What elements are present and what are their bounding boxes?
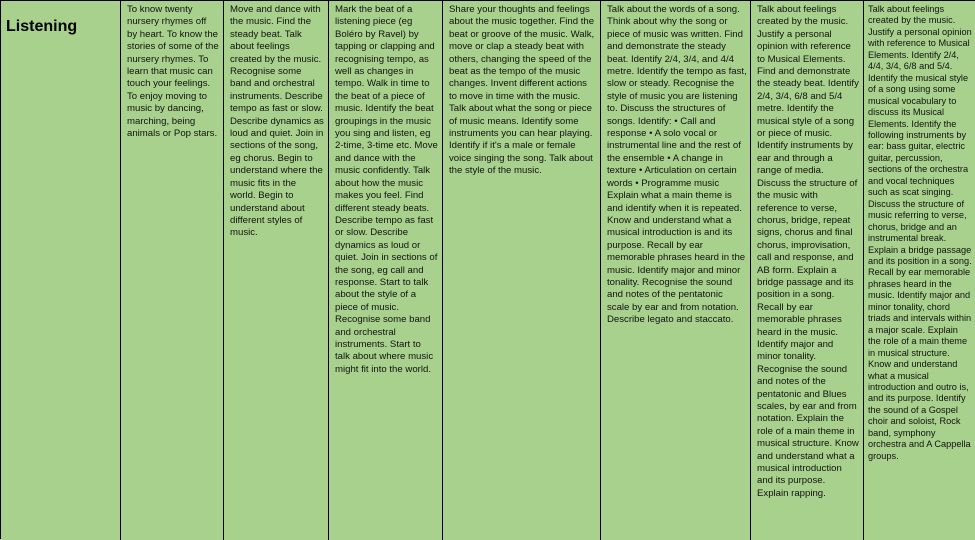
cell-year-1: Move and dance with the music. Find the steady beat. Talk about feelings created by the music. Recognise some band and orchestral instruments. Describe tempo as fast or slow. Describe dynamics as loud and quiet. Join in sections of the song, eg chorus. Begin to understand where the music fits in the world. Begin to understand about different styles of music. bbox=[224, 1, 329, 540]
cell-year-4: Talk about the words of a song. Think about why the song or piece of music was written. Find and demonstrate the steady beat. Identify 2/4, 3/4, and 4/4 metre. Identify the tempo as fast, slow or steady. Recognise the style of music you are listening to. Discuss the structures of songs. Identify: • Call and response • A solo vocal or instrumental line and the rest of the ensemble • A change in texture • Articulation on certain words • Programme music Explain what a main theme is and identify when it is repeated. Know and understand what a musical introduction is and its purpose. Recall by ear memorable phrases heard in the music. Identify major and minor tonality. Recognise the sound and notes of the pentatonic scale by ear and from notation. Describe legato and staccato. bbox=[601, 1, 751, 540]
cell-nursery: To know twenty nursery rhymes off by heart. To know the stories of some of the nursery rhymes. To learn that music can touch your feelings. To enjoy moving to music by dancing, marching, being animals or Pop stars. bbox=[121, 1, 224, 540]
row-heading-listening: Listening bbox=[1, 1, 121, 540]
cell-year-3: Share your thoughts and feelings about the music together. Find the beat or groove of the music. Walk, move or clap a steady beat with others, changing the speed of the beat as the tempo of the music changes. Invent different actions to move in time with the music. Talk about what the song or piece of music means. Identify some instruments you can hear playing. Identify if it's a male or female voice singing the song. Talk about the style of the music. bbox=[443, 1, 601, 540]
cell-year-6: Talk about feelings created by the music. Justify a personal opinion with reference to Musical Elements. Identify 2/4, 4/4, 3/4, 6/8 and 5/4. Identify the musical style of a song using some musical vocabulary to discuss its Musical Elements. Identify the following instruments by ear: bass guitar, electric guitar, percussion, sections of the orchestra and vocal techniques such as scat singing. Discuss the structure of music referring to verse, chorus, bridge and an instrumental break. Explain a bridge passage and its position in a song. Recall by ear memorable phrases heard in the music. Identify major and minor tonality, chord triads and intervals within a major scale. Explain the role of a main theme in musical structure. Know and understand what a musical introduction and outro is, and its purpose. Identify the sound of a Gospel choir and soloist, Rock band, symphony orchestra and A Cappella groups. bbox=[864, 1, 975, 540]
cell-year-2: Mark the beat of a listening piece (eg Boléro by Ravel) by tapping or clapping and recognising tempo, as well as changes in tempo. Walk in time to the beat of a piece of music. Identify the beat groupings in the music you sing and listen, eg 2-time, 3-time etc. Move and dance with the music confidently. Talk about how the music makes you feel. Find different steady beats. Describe tempo as fast or slow. Describe dynamics as loud or quiet. Join in sections of the song, eg call and response. Start to talk about the style of a piece of music. Recognise some band and orchestral instruments. Start to talk about where music might fit into the world. bbox=[329, 1, 443, 540]
cell-year-5: Talk about feelings created by the music. Justify a personal opinion with reference to Musical Elements. Find and demonstrate the steady beat. Identify 2/4, 3/4, 6/8 and 5/4 metre. Identify the musical style of a song or piece of music. Identify instruments by ear and through a range of media. Discuss the structure of the music with reference to verse, chorus, bridge, repeat signs, chorus and final chorus, improvisation, call and response, and AB form. Explain a bridge passage and its position in a song. Recall by ear memorable phrases heard in the music. Identify major and minor tonality. Recognise the sound and notes of the pentatonic and Blues scales, by ear and from notation. Explain the role of a main theme in musical structure. Know and understand what a musical introduction and its purpose. Explain rapping. bbox=[751, 1, 864, 540]
